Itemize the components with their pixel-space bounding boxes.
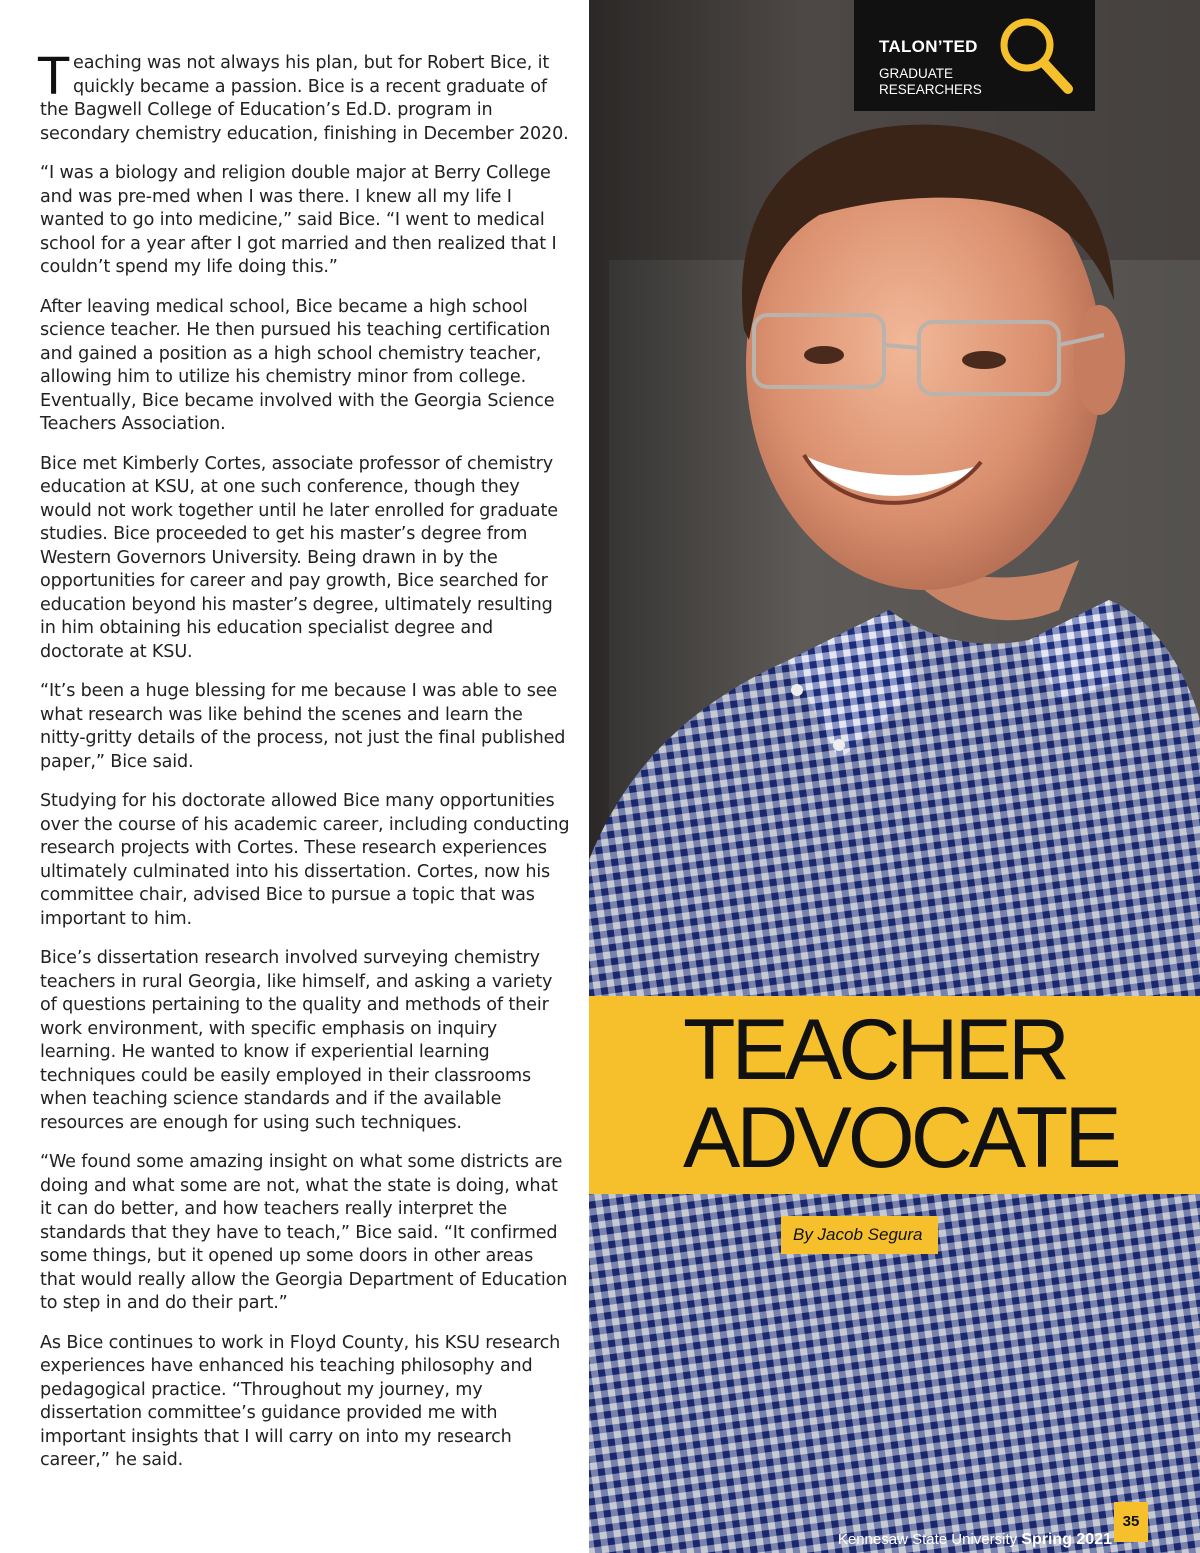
- headline-banner: [589, 996, 1200, 1194]
- article-body: [38, 48, 572, 1489]
- footer-university: Kennesaw State University: [837, 1531, 1018, 1548]
- section-subtitle: GRADUATE RESEARCHERS: [879, 66, 982, 97]
- portrait-photo: [589, 0, 1200, 1553]
- article-paragraph-8: “We found some amazing insight on what some districts are doing and what some are not, what the state is doing, what it can do better, and how teachers really interpret the standards that they have to teach,” Bice said. “It confirmed some things, but it opened up some doors in other areas that would really allow the Georgia Department of Education to step in and do their part.”: [40, 1152, 568, 1313]
- magnifying-glass-icon: [996, 15, 1076, 97]
- article-headline: [683, 1002, 1118, 1186]
- page-number: 35: [1114, 1502, 1148, 1542]
- headline-line-2: ADVOCATE: [683, 1090, 1118, 1186]
- portrait-illustration: [589, 0, 1200, 1553]
- article-paragraph-2: “I was a biology and religion double major at Berry College and was pre-med when I was there. I knew all my life I wanted to go into medicine,” said Bice. “I went to medical school for a year after I got married and then realized that I couldn’t spend my life doing this.”: [40, 163, 557, 277]
- headline-line-1: TEACHER: [683, 1002, 1066, 1098]
- drop-cap: T: [38, 48, 70, 107]
- article-paragraph-9: As Bice continues to work in Floyd County, his KSU research experiences have enhanced his teaching philosophy and pedagogical practice. “Throughout my journey, my dissertation committee’s guidance provided me with important insights that I will carry on into my research career,” he said.: [40, 1332, 561, 1470]
- article-paragraph-4: Bice met Kimberly Cortes, associate professor of chemistry education at KSU, at one such conference, though they would not work together until he later enrolled for graduate studies. Bice proceeded to get his master’s degree from Western Governors University. Being drawn in by the opportunities for career and pay growth, Bice searched for education beyond his master’s degree, ultimately resulting in him obtaining his education specialist degree and doctorate at KSU.: [40, 453, 558, 662]
- paragraph-text: eaching was not always his plan, but for Robert Bice, it quickly became a passion. Bice is a recent graduate of the Bagwell College of Education’s Ed.D. program in secondary chemistry education, finishing in December 2020.: [40, 53, 569, 144]
- article-paragraph-5: “It’s been a huge blessing for me because I was able to see what research was like behind the scenes and learn the nitty-gritty details of the process, not just the final published paper,” Bice said.: [40, 681, 566, 772]
- article-paragraph-6: Studying for his doctorate allowed Bice many opportunities over the course of his academic career, including conducting research projects with Cortes. These research experiences ultimately culminated into his dissertation. Cortes, now his committee chair, advised Bice to pursue a topic that was important to him.: [40, 791, 570, 929]
- article-paragraph-7: Bice’s dissertation research involved surveying chemistry teachers in rural Georgia, like himself, and asking a variety of questions pertaining to the quality and methods of their work environment, with specific emphasis on inquiry learning. He wanted to know if experiential learning techniques could be easily employed in their classrooms when teaching science standards and if the available resources are enough for using such techniques.: [40, 948, 553, 1133]
- article-paragraph-1: [38, 48, 572, 146]
- section-badge: [854, 0, 1095, 111]
- article-paragraph-3: After leaving medical school, Bice became a high school science teacher. He then pursued his teaching certification and gained a position as a high school chemistry teacher, allowing him to utilize his chemistry minor from college. Eventually, Bice became involved with the Georgia Science Teachers Association.: [40, 296, 555, 434]
- byline: By Jacob Segura: [781, 1216, 938, 1254]
- page-footer: [838, 1531, 1112, 1549]
- section-title: TALON’TED: [879, 37, 978, 56]
- footer-issue: Spring 2021: [1021, 1531, 1112, 1548]
